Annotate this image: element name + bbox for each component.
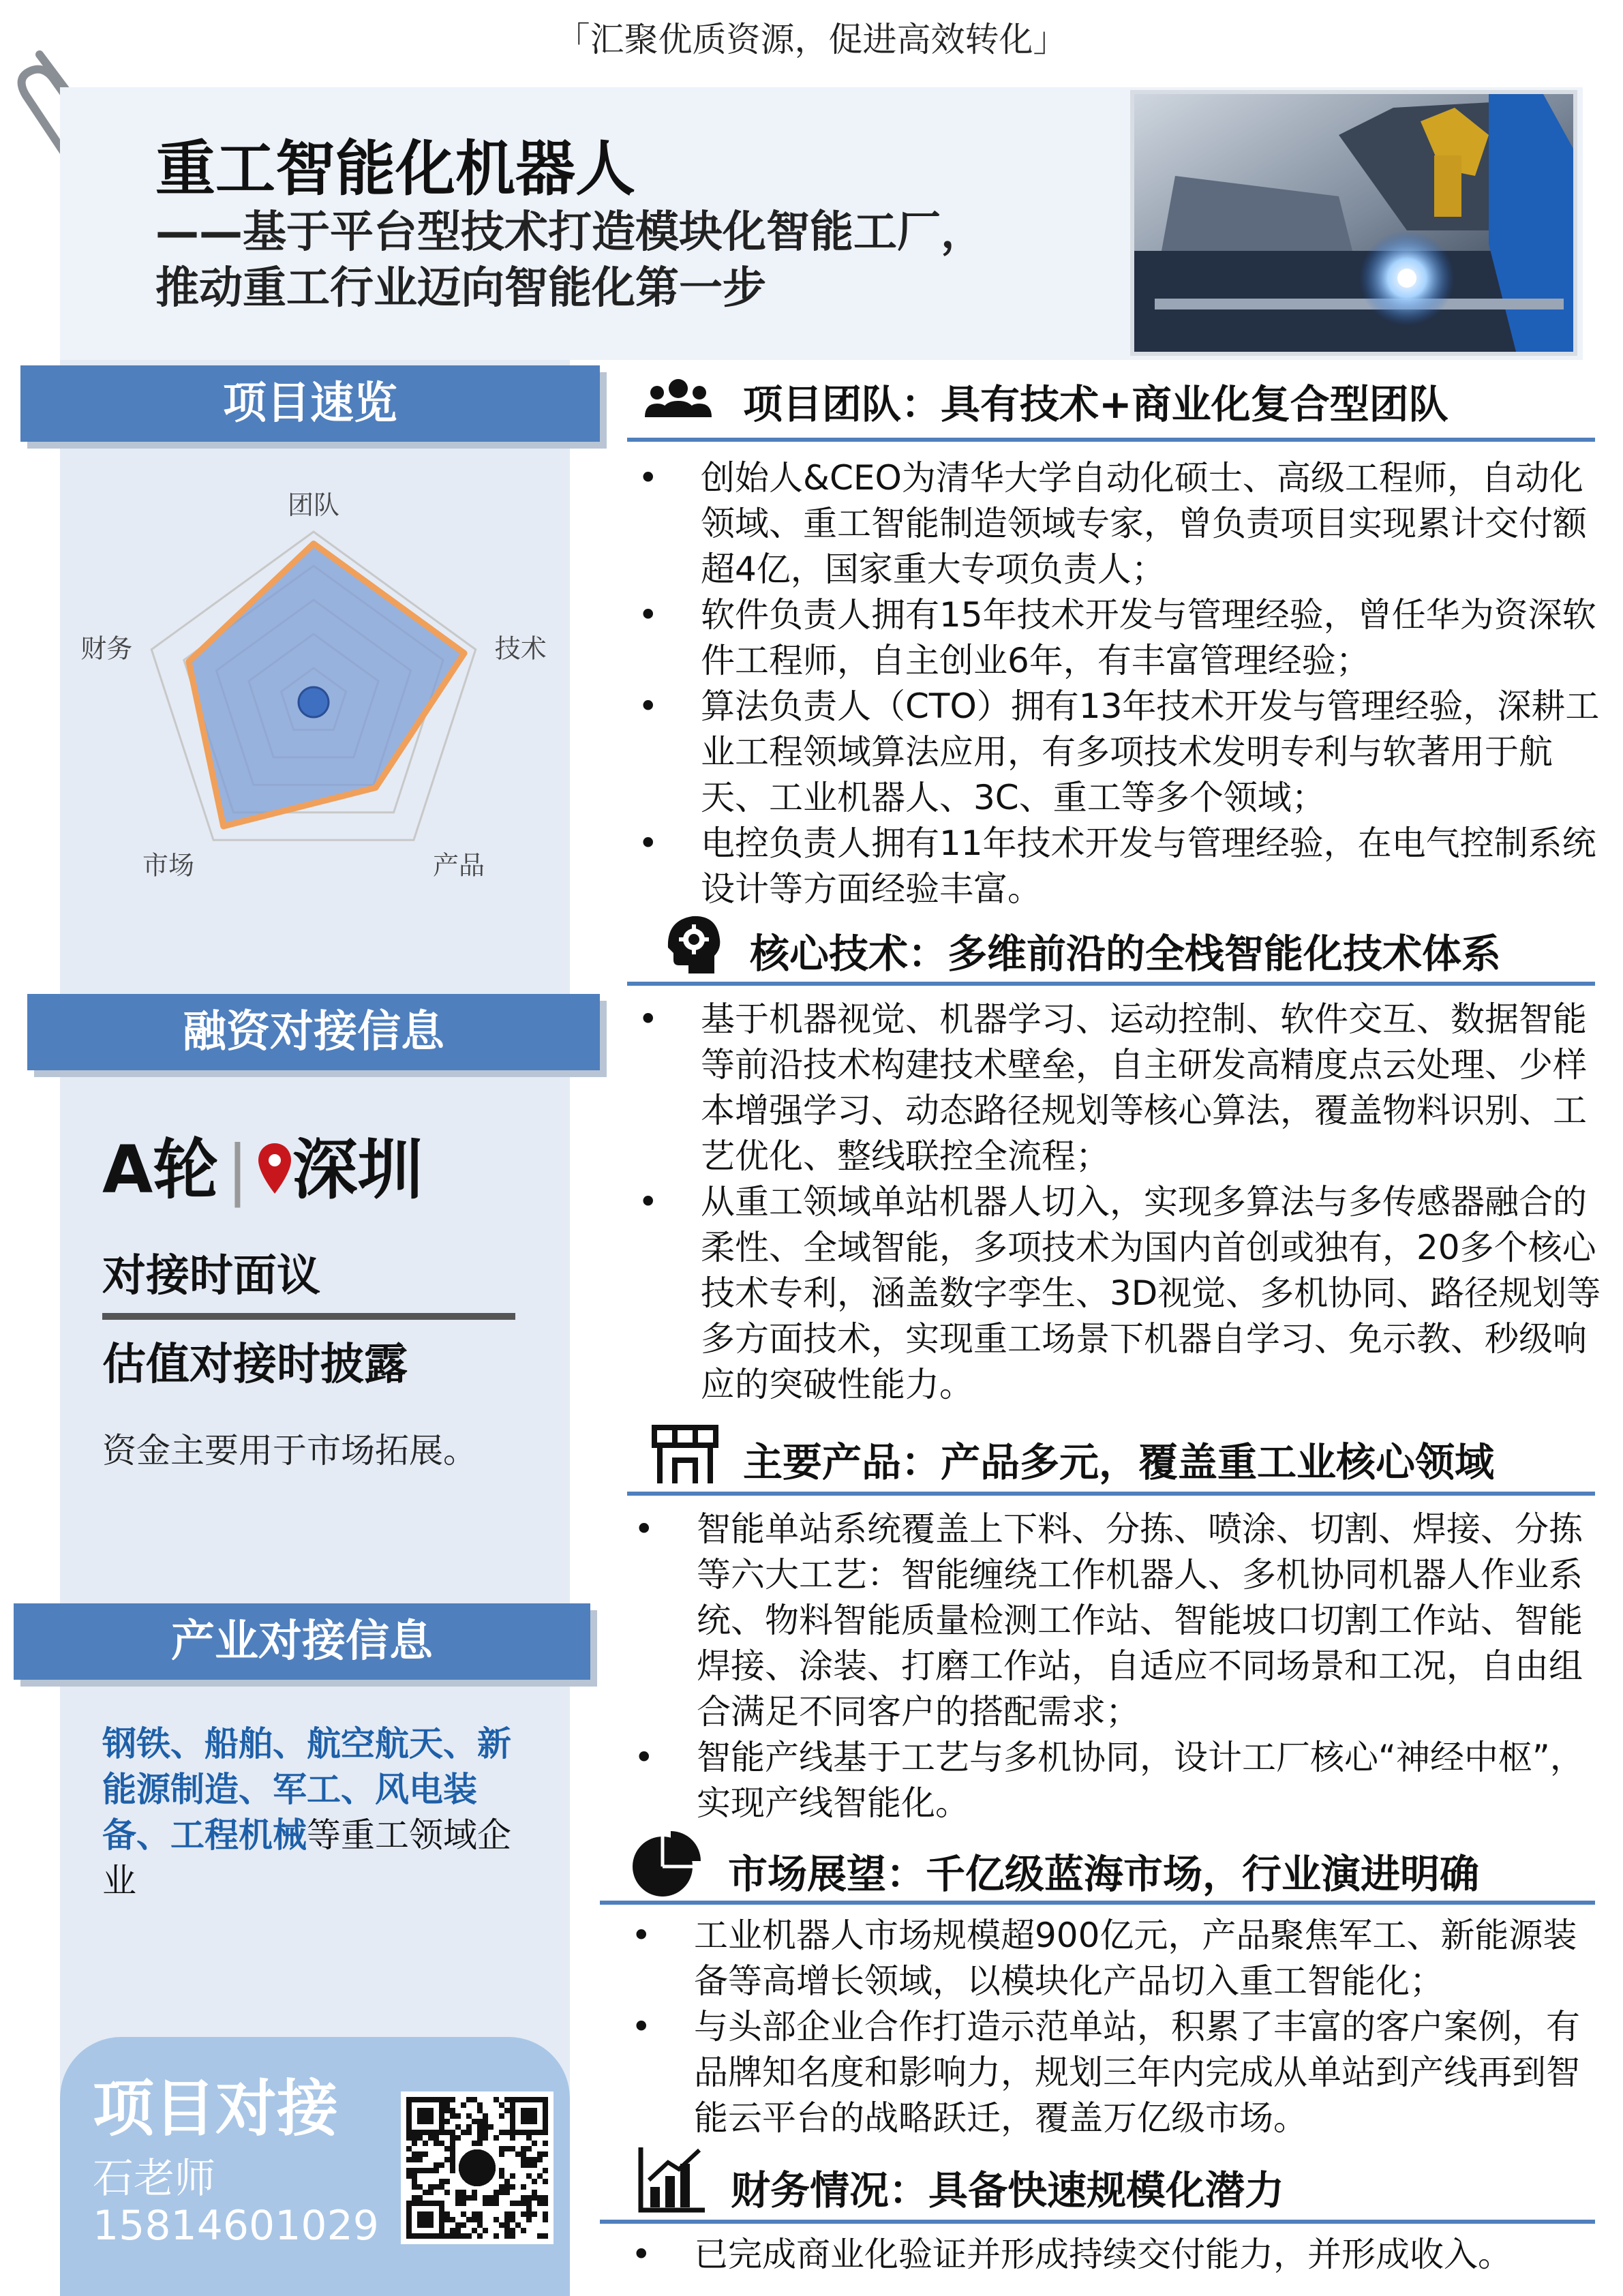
qr-module — [477, 2124, 483, 2130]
qr-module — [412, 2141, 417, 2146]
store-icon — [648, 1418, 723, 1493]
qr-module — [543, 2233, 548, 2239]
qr-module — [537, 2173, 543, 2179]
products-list — [634, 1507, 1602, 1826]
qr-module — [423, 2151, 428, 2157]
overview-banner: 项目速览 — [20, 365, 600, 442]
qr-module — [472, 2217, 477, 2222]
qr-module — [515, 2151, 521, 2157]
qr-module — [417, 2151, 423, 2157]
slogan: 「汇聚优质资源，促进高效转化」 — [556, 20, 1067, 59]
qr-module — [450, 2168, 455, 2173]
qr-module — [532, 2157, 537, 2162]
qr-module — [444, 2130, 450, 2135]
qr-module — [510, 2184, 515, 2190]
qr-module — [532, 2190, 537, 2195]
qr-module — [412, 2173, 417, 2179]
qr-module — [510, 2201, 515, 2206]
qr-module — [461, 2201, 466, 2206]
qr-module — [417, 2157, 423, 2162]
qr-module — [510, 2217, 515, 2222]
qr-module — [450, 2135, 455, 2141]
contact-phone[interactable]: 15814601029 — [93, 2202, 379, 2250]
qr-module — [494, 2201, 499, 2206]
qr-module — [461, 2233, 466, 2239]
qr-module — [477, 2211, 483, 2217]
qr-module — [532, 2179, 537, 2184]
qr-module — [461, 2130, 466, 2135]
qr-module — [472, 2190, 477, 2195]
qr-module — [543, 2217, 548, 2222]
financing-divider — [102, 1313, 515, 1320]
qr-module — [406, 2146, 412, 2151]
qr-module — [428, 2135, 434, 2141]
qr-module — [494, 2190, 499, 2195]
list-item: • 已完成商业化验证并形成持续交付能力，并形成收入。 — [631, 2232, 1606, 2278]
qr-module — [450, 2162, 455, 2168]
qr-module — [450, 2157, 455, 2162]
qr-module — [483, 2130, 488, 2135]
round-separator: | — [226, 1132, 249, 1208]
qr-module — [423, 2141, 428, 2146]
qr-code[interactable] — [401, 2091, 553, 2244]
qr-module — [439, 2162, 444, 2168]
qr-module — [466, 2195, 472, 2201]
page-title: 重工智能化机器人 — [155, 134, 636, 204]
qr-module — [406, 2173, 412, 2179]
qr-module — [461, 2222, 466, 2228]
qr-module — [532, 2211, 537, 2217]
financing-valuation: 估值对接时披露 — [102, 1340, 408, 1390]
subtitle-line-2: 推动重工行业迈向智能化第一步 — [155, 263, 766, 314]
team-icon — [641, 361, 716, 436]
market-list — [631, 1913, 1606, 2141]
qr-module — [417, 2135, 423, 2141]
qr-module — [477, 2135, 483, 2141]
qr-module — [532, 2195, 537, 2201]
qr-module — [504, 2130, 510, 2135]
qr-module — [521, 2146, 526, 2151]
qr-module — [510, 2146, 515, 2151]
qr-module — [543, 2151, 548, 2157]
qr-module — [450, 2130, 455, 2135]
qr-module — [499, 2184, 504, 2190]
qr-module — [483, 2135, 488, 2141]
qr-module — [504, 2097, 510, 2102]
qr-module — [444, 2097, 450, 2102]
qr-module — [450, 2108, 455, 2113]
qr-module — [439, 2179, 444, 2184]
qr-module — [412, 2157, 417, 2162]
industry-text — [102, 1721, 525, 1904]
qr-module — [455, 2113, 461, 2119]
qr-module — [543, 2179, 548, 2184]
qr-module — [483, 2124, 488, 2130]
qr-module — [537, 2233, 543, 2239]
qr-module — [455, 2135, 461, 2141]
qr-module — [521, 2162, 526, 2168]
qr-module — [521, 2157, 526, 2162]
qr-module — [472, 2228, 477, 2233]
qr-module — [526, 2195, 532, 2201]
qr-module — [450, 2228, 455, 2233]
qr-module — [504, 2222, 510, 2228]
qr-module — [526, 2162, 532, 2168]
qr-module — [423, 2168, 428, 2173]
qr-module — [417, 2168, 423, 2173]
qr-module — [483, 2195, 488, 2201]
qr-module — [521, 2195, 526, 2201]
radar-label-tech: 技术 — [494, 633, 547, 664]
qr-module — [461, 2190, 466, 2195]
qr-module — [417, 2108, 434, 2124]
section-title-finance: 财务情况：具备快速规模化潜力 — [731, 2167, 1285, 2214]
qr-module — [477, 2119, 483, 2124]
qr-module — [526, 2217, 532, 2222]
qr-module — [521, 2151, 526, 2157]
qr-module — [444, 2211, 450, 2217]
qr-module — [515, 2201, 521, 2206]
qr-module — [450, 2113, 455, 2119]
location-pin-icon — [257, 1142, 292, 1196]
qr-module — [483, 2119, 488, 2124]
qr-module — [455, 2233, 461, 2239]
qr-module — [444, 2217, 450, 2222]
qr-module — [455, 2228, 461, 2233]
qr-module — [444, 2102, 450, 2108]
qr-module — [444, 2146, 450, 2151]
qr-module — [504, 2179, 510, 2184]
qr-module — [412, 2184, 417, 2190]
qr-module — [537, 2151, 543, 2157]
section-title-market: 市场展望：千亿级蓝海市场，行业演进明确 — [728, 1851, 1480, 1897]
radar-area — [189, 544, 464, 827]
qr-module — [477, 2102, 483, 2108]
qr-module — [526, 2157, 532, 2162]
qr-module — [428, 2184, 434, 2190]
qr-module — [526, 2201, 532, 2206]
qr-module — [488, 2201, 494, 2206]
qr-module — [466, 2113, 472, 2119]
qr-module — [526, 2146, 532, 2151]
list-item: • 算法负责人（CTO）拥有13年技术开发与管理经验，深耕工业工程领域算法应用，有多项技术发明专利与软著用于航天、工业机器人、3C、重工等多个领域； — [638, 684, 1606, 821]
qr-module — [472, 2211, 477, 2217]
qr-module — [450, 2233, 455, 2239]
qr-module — [543, 2141, 548, 2146]
qr-module — [543, 2195, 548, 2201]
robot-welding-image — [1134, 94, 1573, 352]
financing-use: 资金主要用于市场拓展。 — [102, 1431, 477, 1470]
qr-module — [494, 2195, 499, 2201]
qr-module — [526, 2173, 532, 2179]
list-item: • 智能单站系统覆盖上下料、分拣、喷涂、切割、焊接、分拣等六大工艺：智能缠绕工作机器人、多机协同机器人作业系统、物料智能质量检测工作站、智能坡口切割工作站、智能焊接、涂装、打磨工作站，自适应不同场景和工况，自由组合满足不同客户的搭配需求； — [634, 1507, 1602, 1735]
team-list — [638, 455, 1606, 912]
qr-module — [543, 2168, 548, 2173]
qr-module — [510, 2228, 515, 2233]
radar-label-team: 团队 — [287, 490, 340, 520]
qr-module — [477, 2233, 483, 2239]
qr-module — [543, 2211, 548, 2217]
qr-module — [444, 2157, 450, 2162]
list-item: • 从重工领域单站机器人切入，实现多算法与多传感器融合的柔性、全域智能，多项技术为国内首创或独有，20多个核心技术专利，涵盖数字孪生、3D视觉、多机协同、路径规划等多方面技术，实现重工场景下机器自学习、免示教、秒级响应的突破性能力。 — [638, 1179, 1606, 1408]
qr-module — [434, 2184, 439, 2190]
qr-module — [455, 2201, 461, 2206]
qr-module — [444, 2108, 450, 2113]
list-item: • 创始人&CEO为清华大学自动化硕士、高级工程师，自动化领域、重工智能制造领域专家，曾负责项目实现累计交付额超4亿，国家重大专项负责人； — [638, 455, 1606, 592]
qr-module — [488, 2195, 494, 2201]
qr-module — [515, 2222, 521, 2228]
section-rule-tech — [627, 982, 1595, 986]
qr-module — [461, 2211, 466, 2217]
qr-module — [461, 2195, 466, 2201]
radar-label-product: 产品 — [432, 850, 485, 881]
bar-chart-icon — [634, 2142, 709, 2217]
qr-module — [472, 2141, 477, 2146]
qr-module — [477, 2141, 483, 2146]
qr-module — [499, 2190, 504, 2195]
qr-module — [483, 2228, 488, 2233]
qr-module — [466, 2130, 472, 2135]
radar-chart — [80, 477, 552, 886]
section-title-team: 项目团队：具有技术+商业化复合型团队 — [743, 381, 1448, 427]
qr-module — [466, 2124, 472, 2130]
qr-module — [510, 2233, 515, 2239]
qr-module — [504, 2228, 510, 2233]
qr-module — [434, 2141, 439, 2146]
qr-module — [444, 2179, 450, 2184]
qr-module — [428, 2168, 434, 2173]
qr-module — [439, 2141, 444, 2146]
qr-module — [450, 2141, 455, 2146]
contact-title: 项目对接 — [93, 2073, 338, 2145]
qr-module — [466, 2217, 472, 2222]
qr-module — [494, 2217, 499, 2222]
section-title-tech: 核心技术：多维前沿的全栈智能化技术体系 — [750, 931, 1502, 977]
brain-gear-icon — [654, 907, 729, 982]
qr-module — [499, 2222, 504, 2228]
industry-banner: 产业对接信息 — [14, 1603, 590, 1680]
list-item: • 电控负责人拥有11年技术开发与管理经验，在电气控制系统设计等方面经验丰富。 — [638, 821, 1606, 912]
qr-module — [450, 2151, 455, 2157]
list-item: • 智能产线基于工艺与多机协同，设计工厂核心“神经中枢”，实现产线智能化。 — [634, 1735, 1602, 1826]
qr-module — [477, 2108, 483, 2113]
qr-module — [504, 2233, 510, 2239]
industry-highlight: 钢铁、船舶、航空航天、新能源制造、军工、风电装备、工程机械 — [102, 1724, 511, 1855]
financing-amount: 对接时面议 — [102, 1251, 320, 1301]
qr-module — [510, 2173, 515, 2179]
qr-module — [521, 2201, 526, 2206]
round-value: A轮 — [102, 1132, 219, 1208]
qr-module — [466, 2233, 472, 2239]
qr-module — [510, 2211, 515, 2217]
tech-list — [638, 997, 1606, 1408]
financing-banner: 融资对接信息 — [27, 994, 600, 1070]
qr-module — [543, 2201, 548, 2206]
qr-module — [444, 2190, 450, 2195]
qr-module — [477, 2222, 483, 2228]
qr-module — [455, 2190, 461, 2195]
qr-module — [504, 2211, 510, 2217]
qr-module — [483, 2201, 488, 2206]
city-value: 深圳 — [292, 1132, 423, 1208]
wechat-icon — [459, 2149, 496, 2186]
qr-module — [537, 2195, 543, 2201]
list-item: • 软件负责人拥有15年技术开发与管理经验，曾任华为资深软件工程师，自主创业6年，有丰富管理经验； — [638, 592, 1606, 684]
financing-round — [102, 1118, 423, 1211]
qr-module — [450, 2217, 455, 2222]
radar-center-dot — [299, 687, 329, 717]
qr-module — [532, 2141, 537, 2146]
qr-module — [521, 2211, 526, 2217]
qr-module — [412, 2179, 417, 2184]
qr-module — [504, 2146, 510, 2151]
qr-module — [477, 2130, 483, 2135]
qr-module — [461, 2102, 466, 2108]
qr-module — [434, 2135, 439, 2141]
qr-module — [526, 2211, 532, 2217]
qr-module — [499, 2113, 504, 2119]
qr-module — [455, 2222, 461, 2228]
section-rule-finance — [600, 2220, 1595, 2224]
qr-module — [494, 2135, 499, 2141]
qr-module — [521, 2108, 537, 2124]
radar-label-market: 市场 — [142, 850, 195, 881]
section-rule-products — [627, 1492, 1595, 1496]
qr-module — [428, 2190, 434, 2195]
qr-module — [412, 2135, 417, 2141]
qr-module — [521, 2184, 526, 2190]
qr-module — [499, 2130, 504, 2135]
qr-module — [521, 2228, 526, 2233]
qr-code-image — [401, 2091, 553, 2244]
qr-module — [537, 2201, 543, 2206]
list-item: • 基于机器视觉、机器学习、运动控制、软件交互、数据智能等前沿技术构建技术壁垒，自主研发高精度点云处理、少样本增强学习、动态路径规划等核心算法，覆盖物料识别、工艺优化、整线联控全流程； — [638, 997, 1606, 1179]
qr-module — [472, 2195, 477, 2201]
qr-module — [504, 2184, 510, 2190]
radar-label-finance: 财务 — [80, 633, 133, 664]
qr-module — [455, 2124, 461, 2130]
qr-module — [417, 2195, 423, 2201]
pie-chart-icon — [627, 1827, 702, 1902]
qr-module — [434, 2168, 439, 2173]
finance-list — [631, 2232, 1606, 2278]
qr-module — [499, 2151, 504, 2157]
qr-module — [499, 2173, 504, 2179]
qr-module — [444, 2119, 450, 2124]
qr-module — [406, 2157, 412, 2162]
qr-module — [450, 2146, 455, 2151]
qr-module — [504, 2108, 510, 2113]
qr-module — [450, 2097, 455, 2102]
qr-module — [499, 2102, 504, 2108]
section-rule-team — [627, 438, 1595, 442]
qr-module — [499, 2168, 504, 2173]
qr-module — [466, 2097, 472, 2102]
robot-photo — [1130, 90, 1577, 356]
qr-module — [483, 2113, 488, 2119]
section-title-products: 主要产品：产品多元，覆盖重工业核心领域 — [743, 1439, 1495, 1485]
list-item: • 与头部企业合作打造示范单站，积累了丰富的客户案例，有品牌知名度和影响力，规划三年内完成从单站到产线再到智能云平台的战略跃迁，覆盖万亿级市场。 — [631, 2004, 1606, 2141]
qr-module — [499, 2146, 504, 2151]
qr-module — [444, 2233, 450, 2239]
qr-module — [537, 2157, 543, 2162]
qr-module — [526, 2206, 532, 2211]
qr-module — [412, 2195, 417, 2201]
qr-module — [406, 2135, 412, 2141]
qr-module — [477, 2217, 483, 2222]
qr-module — [412, 2168, 417, 2173]
qr-module — [412, 2151, 417, 2157]
subtitle-line-1: ——基于平台型技术打造模块化智能工厂， — [155, 207, 984, 258]
qr-module — [504, 2217, 510, 2222]
qr-module — [434, 2162, 439, 2168]
qr-module — [488, 2124, 494, 2130]
contact-name: 石老师 — [93, 2155, 215, 2203]
industry-rest: 等重工领域企业 — [102, 1815, 511, 1901]
qr-module — [439, 2184, 444, 2190]
page-subtitle — [155, 205, 984, 316]
qr-module — [532, 2162, 537, 2168]
qr-module — [494, 2097, 499, 2102]
qr-module — [423, 2190, 428, 2195]
qr-module — [504, 2190, 510, 2195]
list-item: • 工业机器人市场规模超900亿元，产品聚焦军工、新能源装备等高增长领域，以模块化产品切入重工智能化； — [631, 1913, 1606, 2004]
qr-module — [417, 2211, 434, 2228]
qr-module — [417, 2184, 423, 2190]
section-rule-market — [600, 1901, 1595, 1905]
qr-module — [526, 2135, 532, 2141]
qr-module — [494, 2233, 499, 2239]
qr-module — [472, 2097, 477, 2102]
qr-module — [472, 2119, 477, 2124]
qr-module — [510, 2135, 515, 2141]
qr-module — [406, 2168, 412, 2173]
qr-module — [455, 2195, 461, 2201]
